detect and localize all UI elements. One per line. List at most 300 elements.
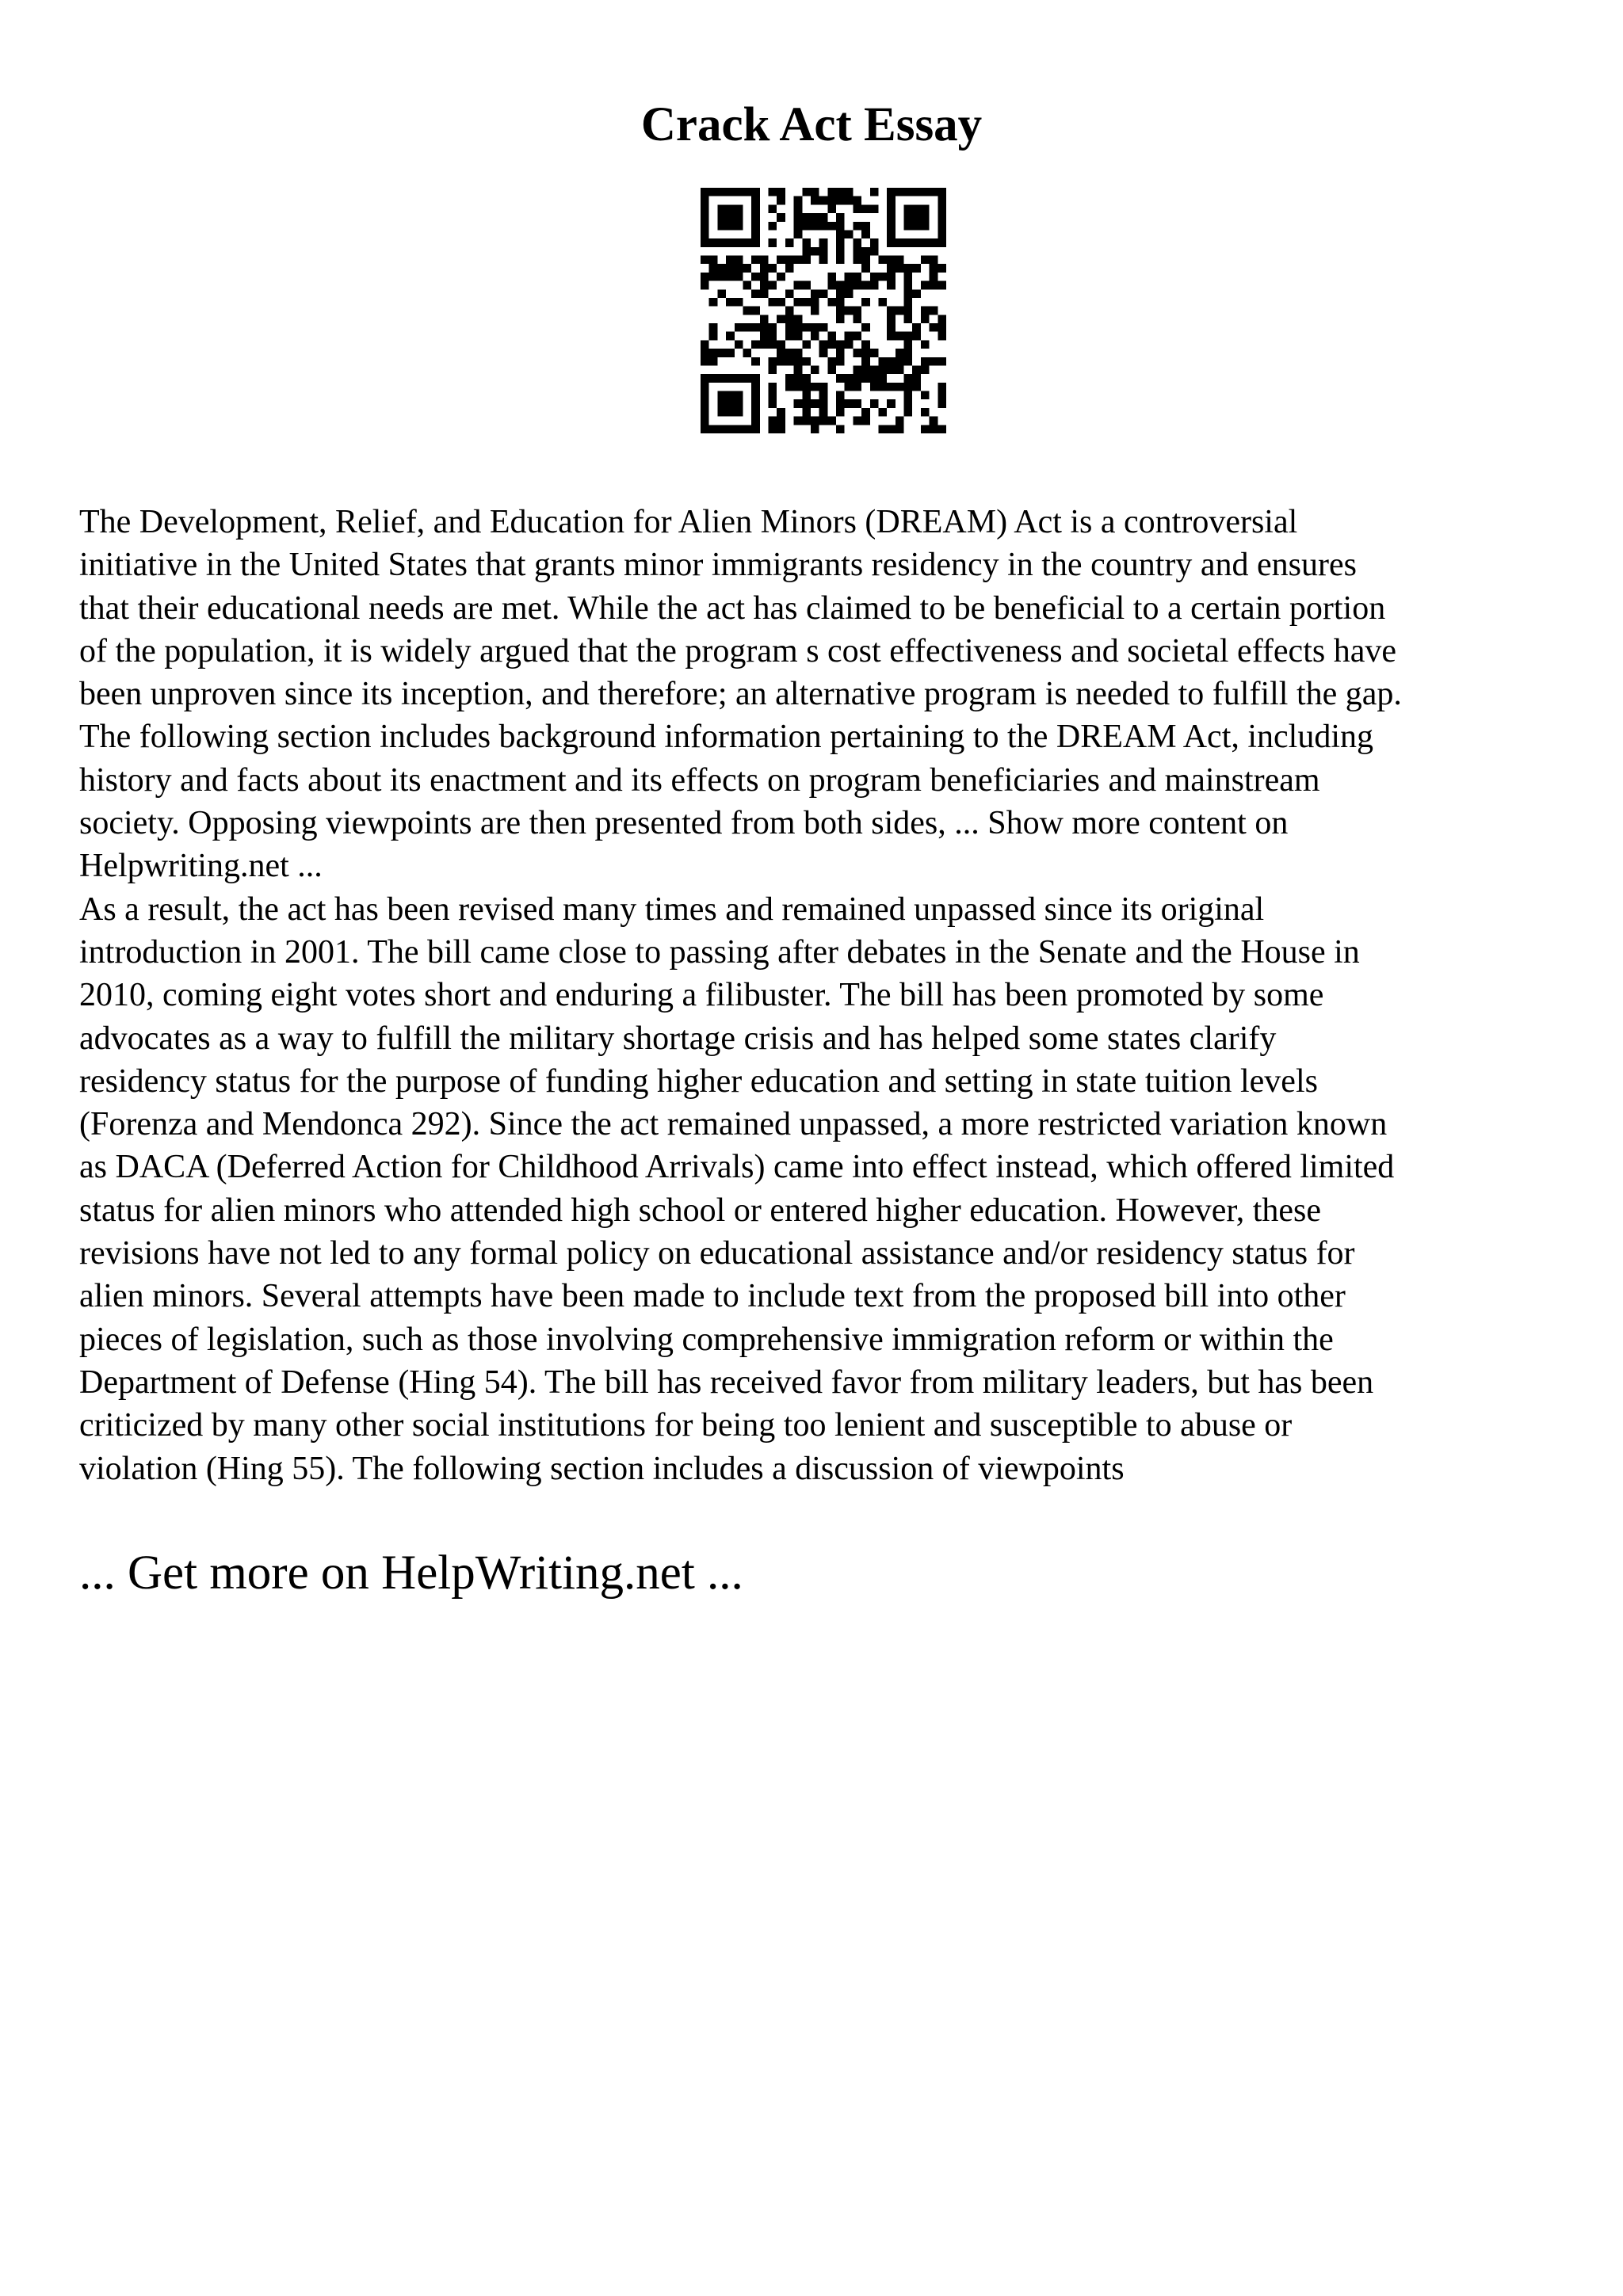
- qr-module: [726, 425, 735, 433]
- body-line: as DACA (Deferred Action for Childhood Arrivals) came into effect instead, which offered limited: [79, 1149, 1395, 1186]
- qr-module: [751, 230, 760, 238]
- body-line: revisions have not led to any formal policy on educational assistance and/or residency status for: [79, 1235, 1355, 1272]
- qr-module: [861, 323, 870, 332]
- qr-module: [726, 256, 735, 265]
- qr-module: [811, 289, 819, 298]
- body-line: The following section includes background information pertaining to the DREAM Act, including: [79, 719, 1374, 756]
- qr-module: [769, 281, 777, 290]
- body-line: introduction in 2001. The bill came close to passing after debates in the Senate and the House in: [79, 933, 1360, 971]
- qr-module: [701, 391, 709, 400]
- qr-module: [811, 188, 819, 196]
- qr-module: [701, 230, 709, 238]
- qr-module: [811, 399, 819, 408]
- qr-module: [853, 399, 861, 408]
- qr-module: [938, 425, 946, 433]
- qr-module: [853, 273, 861, 281]
- body-line: (Forenza and Mendonca 292). Since the act remained unpassed, a more restricted variation known: [79, 1106, 1388, 1143]
- qr-module: [904, 349, 913, 357]
- qr-module: [802, 238, 811, 247]
- qr-module: [861, 349, 870, 357]
- qr-module: [887, 230, 896, 238]
- body-line: pieces of legislation, such as those involving comprehensive immigration reform or within the: [79, 1321, 1334, 1358]
- qr-module: [878, 357, 887, 366]
- qr-module: [861, 204, 870, 213]
- qr-module: [904, 213, 913, 222]
- qr-module: [769, 188, 777, 196]
- qr-module: [751, 408, 760, 417]
- qr-module: [853, 196, 861, 205]
- qr-module: [802, 399, 811, 408]
- body-line: 2010, coming eight votes short and enduring a filibuster. The bill has been promoted by some: [79, 977, 1324, 1014]
- qr-module: [777, 340, 785, 349]
- qr-module: [836, 357, 845, 366]
- body-line: violation (Hing 55). The following section includes a discussion of viewpoints: [79, 1450, 1125, 1487]
- qr-module: [802, 408, 811, 417]
- qr-module: [726, 188, 735, 196]
- qr-module: [769, 222, 777, 231]
- qr-module: [811, 222, 819, 231]
- qr-module: [845, 281, 854, 290]
- qr-module: [802, 374, 811, 383]
- qr-module: [930, 273, 938, 281]
- qr-module: [827, 357, 836, 366]
- qr-module: [836, 425, 845, 433]
- qr-module: [785, 307, 794, 315]
- qr-module: [836, 213, 845, 222]
- qr-module: [709, 273, 718, 281]
- qr-module: [827, 298, 836, 307]
- qr-module: [819, 238, 828, 247]
- qr-module: [726, 213, 735, 222]
- qr-module: [819, 213, 828, 222]
- qr-module: [794, 357, 803, 366]
- qr-module: [827, 417, 836, 425]
- qr-module: [735, 374, 743, 383]
- qr-module: [853, 307, 861, 315]
- qr-module: [709, 357, 718, 366]
- qr-module: [802, 222, 811, 231]
- qr-module: [717, 273, 726, 281]
- qr-module: [769, 298, 777, 307]
- qr-code-icon: [701, 188, 946, 433]
- qr-module: [938, 391, 946, 400]
- more-content-link[interactable]: ... Get more on HelpWriting.net ...: [79, 1547, 743, 1600]
- qr-module: [769, 357, 777, 366]
- qr-module: [701, 188, 709, 196]
- qr-module: [726, 332, 735, 341]
- qr-module: [921, 238, 930, 247]
- qr-module: [785, 383, 794, 391]
- qr-module: [896, 425, 904, 433]
- qr-module: [930, 323, 938, 332]
- qr-module: [921, 357, 930, 366]
- qr-module: [811, 417, 819, 425]
- qr-module: [930, 256, 938, 265]
- qr-module: [811, 323, 819, 332]
- qr-module: [921, 408, 930, 417]
- qr-module: [735, 408, 743, 417]
- qr-module: [938, 357, 946, 366]
- qr-module: [717, 238, 726, 247]
- qr-module: [887, 273, 896, 281]
- qr-module: [853, 365, 861, 374]
- qr-module: [836, 196, 845, 205]
- qr-module: [726, 349, 735, 357]
- body-line: society. Opposing viewpoints are then presented from both sides, ... Show more content on: [79, 805, 1289, 842]
- qr-module: [777, 408, 785, 417]
- qr-module: [887, 188, 896, 196]
- qr-module: [819, 417, 828, 425]
- qr-module: [769, 391, 777, 400]
- qr-module: [751, 383, 760, 391]
- qr-module: [735, 340, 743, 349]
- qr-module: [845, 196, 854, 205]
- qr-module: [853, 238, 861, 247]
- qr-module: [836, 307, 845, 315]
- qr-module: [811, 213, 819, 222]
- qr-module: [760, 264, 769, 273]
- qr-module: [827, 204, 836, 213]
- qr-module: [794, 256, 803, 265]
- body-line: alien minors. Several attempts have been made to include text from the proposed bill into other: [79, 1278, 1346, 1315]
- qr-module: [827, 332, 836, 341]
- qr-module: [887, 399, 896, 408]
- qr-module: [743, 323, 751, 332]
- qr-module: [751, 204, 760, 213]
- qr-module: [878, 365, 887, 374]
- qr-module: [887, 256, 896, 265]
- qr-module: [861, 247, 870, 256]
- qr-module: [870, 188, 879, 196]
- body-line: The Development, Relief, and Education for Alien Minors (DREAM) Act is a controversial: [79, 504, 1298, 540]
- qr-module: [904, 332, 913, 341]
- qr-module: [836, 238, 845, 247]
- qr-module: [726, 408, 735, 417]
- qr-module: [853, 332, 861, 341]
- qr-module: [735, 298, 743, 307]
- qr-module: [701, 281, 709, 290]
- qr-module: [777, 273, 785, 281]
- qr-module: [870, 204, 879, 213]
- qr-module: [735, 264, 743, 273]
- qr-module: [904, 357, 913, 366]
- qr-module: [777, 349, 785, 357]
- qr-module: [701, 204, 709, 213]
- qr-module: [701, 383, 709, 391]
- qr-module: [845, 383, 854, 391]
- qr-module: [861, 417, 870, 425]
- qr-module: [878, 298, 887, 307]
- qr-module: [701, 213, 709, 222]
- qr-module: [921, 340, 930, 349]
- qr-module: [930, 238, 938, 247]
- qr-module: [878, 256, 887, 265]
- qr-module: [904, 383, 913, 391]
- qr-module: [887, 222, 896, 231]
- qr-module: [887, 213, 896, 222]
- qr-module: [921, 281, 930, 290]
- qr-module: [887, 383, 896, 391]
- qr-module: [904, 307, 913, 315]
- qr-module: [785, 289, 794, 298]
- qr-module: [904, 238, 913, 247]
- qr-module: [717, 213, 726, 222]
- qr-module: [717, 222, 726, 231]
- qr-module: [853, 204, 861, 213]
- qr-module: [701, 425, 709, 433]
- qr-module: [896, 357, 904, 366]
- qr-module: [794, 196, 803, 205]
- qr-module: [802, 247, 811, 256]
- qr-module: [751, 273, 760, 281]
- qr-module: [794, 332, 803, 341]
- qr-module: [853, 281, 861, 290]
- qr-module: [819, 349, 828, 357]
- qr-module: [819, 323, 828, 332]
- qr-module: [726, 222, 735, 231]
- qr-module: [751, 340, 760, 349]
- qr-module: [769, 399, 777, 408]
- qr-module: [751, 391, 760, 400]
- qr-module: [769, 323, 777, 332]
- qr-module: [912, 238, 921, 247]
- qr-module: [777, 315, 785, 323]
- qr-module: [827, 365, 836, 374]
- qr-module: [751, 196, 760, 205]
- qr-module: [870, 374, 879, 383]
- qr-module: [870, 349, 879, 357]
- qr-module: [811, 383, 819, 391]
- qr-module: [717, 399, 726, 408]
- qr-module: [878, 408, 887, 417]
- qr-module: [930, 307, 938, 315]
- qr-module: [726, 391, 735, 400]
- qr-module: [938, 332, 946, 341]
- qr-module: [896, 383, 904, 391]
- qr-module: [743, 188, 751, 196]
- qr-module: [853, 256, 861, 265]
- qr-module: [827, 281, 836, 290]
- qr-module: [751, 323, 760, 332]
- qr-module: [785, 357, 794, 366]
- qr-module: [777, 213, 785, 222]
- qr-module: [938, 399, 946, 408]
- qr-module: [769, 340, 777, 349]
- qr-module: [912, 289, 921, 298]
- qr-module: [819, 289, 828, 298]
- qr-module: [819, 408, 828, 417]
- qr-module: [887, 425, 896, 433]
- qr-module: [904, 315, 913, 323]
- qr-module: [709, 374, 718, 383]
- qr-module: [751, 213, 760, 222]
- qr-module: [717, 349, 726, 357]
- qr-module: [887, 357, 896, 366]
- qr-module: [802, 298, 811, 307]
- qr-module: [701, 357, 709, 366]
- qr-module: [827, 188, 836, 196]
- qr-module: [836, 247, 845, 256]
- qr-module: [735, 222, 743, 231]
- qr-module: [701, 374, 709, 383]
- qr-module: [912, 323, 921, 332]
- qr-module: [701, 349, 709, 357]
- qr-module: [930, 425, 938, 433]
- qr-module: [743, 349, 751, 357]
- qr-module: [751, 399, 760, 408]
- qr-module: [904, 188, 913, 196]
- qr-module: [836, 349, 845, 357]
- qr-module: [836, 374, 845, 383]
- body-line: initiative in the United States that grants minor immigrants residency in the country and ensures: [79, 547, 1357, 584]
- qr-module: [938, 383, 946, 391]
- qr-module: [836, 408, 845, 417]
- qr-module: [921, 307, 930, 315]
- qr-module: [904, 281, 913, 290]
- qr-module: [717, 264, 726, 273]
- qr-module: [769, 417, 777, 425]
- qr-module: [845, 340, 854, 349]
- qr-module: [836, 222, 845, 231]
- qr-module: [896, 332, 904, 341]
- qr-module: [802, 383, 811, 391]
- qr-module: [794, 349, 803, 357]
- qr-module: [870, 365, 879, 374]
- qr-module: [751, 425, 760, 433]
- qr-module: [811, 196, 819, 205]
- qr-module: [938, 213, 946, 222]
- body-line: Department of Defense (Hing 54). The bill has received favor from military leaders, but has been: [79, 1363, 1374, 1401]
- qr-module: [743, 307, 751, 315]
- qr-module: [887, 264, 896, 273]
- qr-module: [794, 204, 803, 213]
- qr-module: [760, 332, 769, 341]
- qr-module: [743, 281, 751, 290]
- qr-module: [904, 264, 913, 273]
- qr-module: [751, 256, 760, 265]
- qr-module: [709, 264, 718, 273]
- qr-module: [785, 323, 794, 332]
- qr-module: [853, 222, 861, 231]
- qr-module: [794, 281, 803, 290]
- qr-module: [802, 213, 811, 222]
- qr-module: [896, 349, 904, 357]
- qr-module: [769, 425, 777, 433]
- qr-module: [836, 315, 845, 323]
- body-line: been unproven since its inception, and therefore; an alternative program is needed to fulfill the gap.: [79, 676, 1402, 713]
- qr-module: [717, 204, 726, 213]
- qr-module: [769, 332, 777, 341]
- qr-module: [777, 298, 785, 307]
- qr-module: [760, 256, 769, 265]
- qr-module: [930, 417, 938, 425]
- qr-module: [904, 340, 913, 349]
- qr-module: [930, 264, 938, 273]
- qr-module: [861, 281, 870, 290]
- qr-module: [870, 238, 879, 247]
- qr-module: [794, 222, 803, 231]
- qr-module: [938, 204, 946, 213]
- qr-module: [701, 408, 709, 417]
- qr-module: [887, 238, 896, 247]
- qr-module: [811, 247, 819, 256]
- qr-module: [845, 289, 854, 298]
- qr-module: [836, 340, 845, 349]
- qr-module: [777, 196, 785, 205]
- qr-module: [701, 196, 709, 205]
- qr-module: [726, 238, 735, 247]
- qr-module: [794, 383, 803, 391]
- qr-module: [709, 425, 718, 433]
- qr-module: [887, 204, 896, 213]
- qr-module: [912, 365, 921, 374]
- qr-module: [921, 315, 930, 323]
- qr-module: [794, 323, 803, 332]
- qr-module: [811, 298, 819, 307]
- qr-module: [811, 307, 819, 315]
- qr-module: [794, 298, 803, 307]
- qr-module: [861, 298, 870, 307]
- qr-module: [726, 204, 735, 213]
- qr-module: [760, 323, 769, 332]
- qr-module: [887, 307, 896, 315]
- body-line: status for alien minors who attended high school or entered higher education. However, these: [79, 1192, 1322, 1229]
- qr-module: [760, 289, 769, 298]
- body-line: that their educational needs are met. While the act has claimed to be beneficial to a certain portion: [79, 589, 1386, 627]
- qr-module: [760, 273, 769, 281]
- body-line: Helpwriting.net ...: [79, 848, 323, 885]
- qr-module: [930, 281, 938, 290]
- qr-module: [726, 264, 735, 273]
- qr-module: [921, 425, 930, 433]
- qr-module: [802, 340, 811, 349]
- qr-module: [904, 298, 913, 307]
- qr-module: [709, 349, 718, 357]
- qr-module: [811, 332, 819, 341]
- qr-module: [701, 399, 709, 408]
- qr-module: [726, 298, 735, 307]
- qr-module: [819, 247, 828, 256]
- qr-module: [861, 357, 870, 366]
- qr-module: [743, 425, 751, 433]
- qr-module: [904, 399, 913, 408]
- qr-module: [836, 298, 845, 307]
- body-line: criticized by many other social institutions for being too lenient and susceptible to abuse or: [79, 1407, 1293, 1444]
- qr-module: [861, 264, 870, 273]
- qr-module: [794, 399, 803, 408]
- qr-module: [912, 204, 921, 213]
- qr-module: [904, 374, 913, 383]
- qr-module: [769, 383, 777, 391]
- qr-module: [853, 383, 861, 391]
- qr-module: [726, 399, 735, 408]
- qr-module: [717, 188, 726, 196]
- qr-module: [836, 188, 845, 196]
- qr-module: [735, 188, 743, 196]
- qr-module: [709, 332, 718, 341]
- qr-module: [845, 374, 854, 383]
- qr-module: [896, 417, 904, 425]
- qr-module: [709, 238, 718, 247]
- qr-module: [938, 315, 946, 323]
- qr-module: [930, 357, 938, 366]
- qr-module: [751, 289, 760, 298]
- qr-module: [751, 357, 760, 366]
- qr-module: [827, 340, 836, 349]
- qr-module: [912, 213, 921, 222]
- qr-module: [709, 256, 718, 265]
- qr-module: [938, 230, 946, 238]
